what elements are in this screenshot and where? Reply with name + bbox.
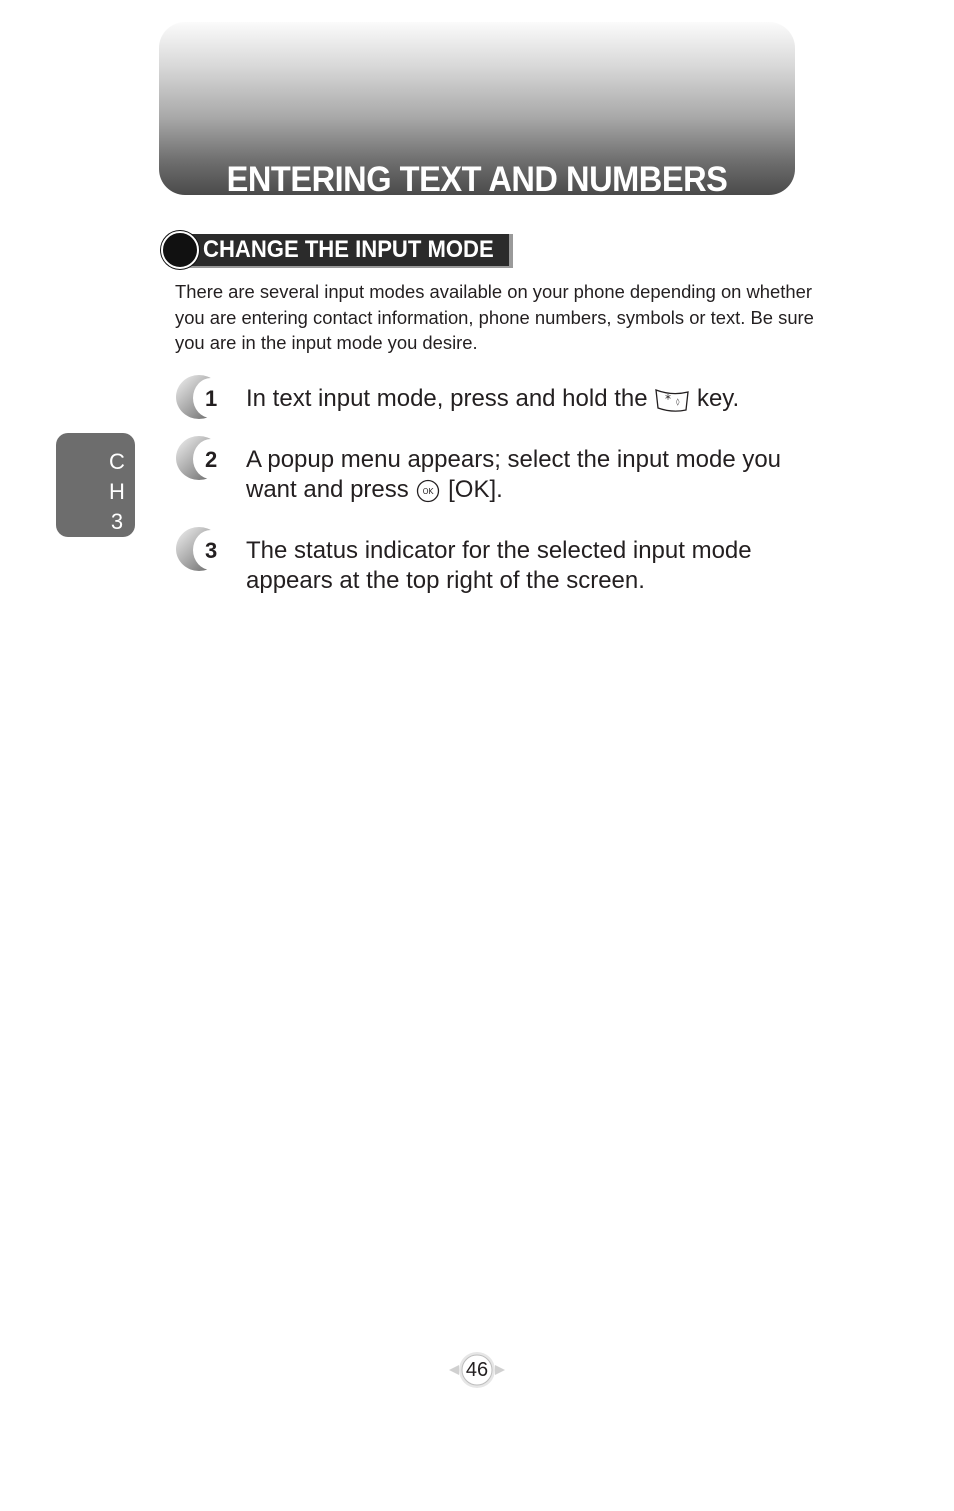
- step-text-after: key.: [696, 385, 740, 412]
- chapter-tab: [56, 433, 135, 537]
- svg-text:OK: OK: [423, 486, 434, 496]
- chapter-tab-number: 3: [110, 509, 124, 534]
- svg-text:*: *: [665, 391, 672, 406]
- chapter-title: ENTERING TEXT AND NUMBERS: [226, 160, 728, 199]
- step-number: 3: [205, 538, 218, 563]
- svg-text:◊: ◊: [676, 397, 680, 406]
- step-number: 2: [205, 447, 218, 472]
- step-text: The status indicator for the selected input mode appears at the top right of the screen.: [246, 537, 752, 594]
- chapter-header: [159, 22, 795, 199]
- bullet-dot-icon: [161, 231, 199, 269]
- chapter-tab-label: [107, 447, 127, 537]
- chapter-tab-h: H: [109, 479, 125, 504]
- step-badge-icon: [175, 374, 231, 420]
- step-text-after: [OK].: [448, 476, 503, 503]
- section-title: CHANGE THE INPUT MODE: [203, 236, 494, 263]
- step-badge-icon: [175, 526, 231, 572]
- step-badge-icon: [175, 435, 231, 481]
- step-number: 1: [205, 386, 218, 411]
- intro-paragraph: There are several input modes available on your phone depending on whether you are entering contact information, phone numbers, symbols or text. Be sure you are in the input mode you desire.: [175, 281, 814, 353]
- page-number: [447, 1350, 507, 1390]
- chapter-tab-c: C: [109, 449, 125, 474]
- ok-key-icon: [415, 478, 441, 504]
- star-key-icon: [654, 386, 690, 414]
- page-number-text: 46: [465, 1359, 489, 1381]
- step-text-before: A popup menu appears; select the input mode you want and press: [246, 446, 782, 503]
- step-text: [246, 384, 806, 414]
- section-heading: [161, 231, 513, 269]
- step-text: [246, 445, 806, 505]
- step-text-before: In text input mode, press and hold the: [246, 385, 648, 412]
